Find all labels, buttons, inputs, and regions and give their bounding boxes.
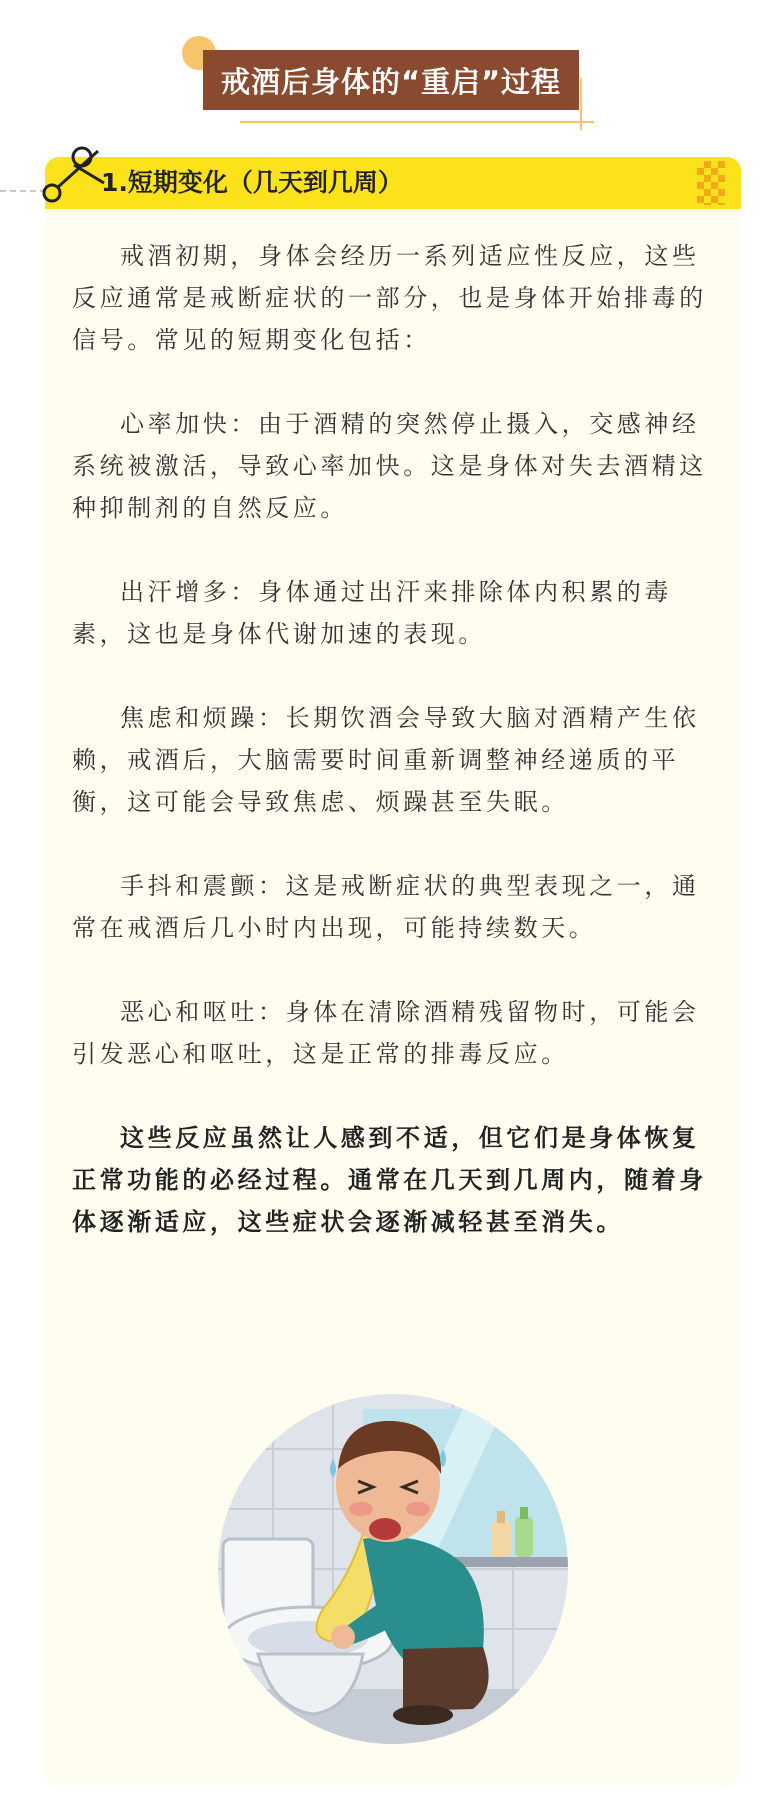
content-card (45, 157, 741, 1785)
paragraph-anxiety: 焦虑和烦躁：长期饮酒会导致大脑对酒精产生依赖，戒酒后，大脑需要时间重新调整神经递质的平衡，这可能会导致焦虑、烦躁甚至失眠。 (72, 704, 700, 816)
title-vertical-line (580, 78, 582, 130)
page-title: 戒酒后身体的“重启”过程 (220, 64, 562, 99)
title-underline (240, 121, 594, 123)
paragraph-intro: 戒酒初期，身体会经历一系列适应性反应，这些反应通常是戒断症状的一部分，也是身体开始排毒的信号。常见的短期变化包括： (72, 242, 707, 354)
paragraph-heart-rate: 心率加快：由于酒精的突然停止摄入，交感神经系统被激活，导致心率加快。这是身体对失去酒精这种抑制剂的自然反应。 (72, 410, 707, 522)
scissors-icon (38, 143, 108, 207)
section-title: 1.短期变化（几天到几周） (101, 168, 403, 197)
paragraph-tremor: 手抖和震颤：这是戒断症状的典型表现之一，通常在戒酒后几小时内出现，可能持续数天。 (72, 872, 700, 942)
paragraph-summary: 这些反应虽然让人感到不适，但它们是身体恢复正常功能的必经过程。通常在几天到几周内，随着身体逐渐适应，这些症状会逐渐减轻甚至消失。 (72, 1124, 707, 1236)
paragraph-sweating: 出汗增多：身体通过出汗来排除体内积累的毒素，这也是身体代谢加速的表现。 (72, 578, 672, 648)
article-body (72, 235, 712, 1285)
man-vomiting-into-toilet-illustration (213, 1389, 573, 1749)
title-banner (203, 50, 579, 110)
section-header (45, 157, 741, 209)
checker-pattern-icon (697, 161, 725, 205)
paragraph-nausea: 恶心和呕吐：身体在清除酒精残留物时，可能会引发恶心和呕吐，这是正常的排毒反应。 (72, 998, 700, 1068)
